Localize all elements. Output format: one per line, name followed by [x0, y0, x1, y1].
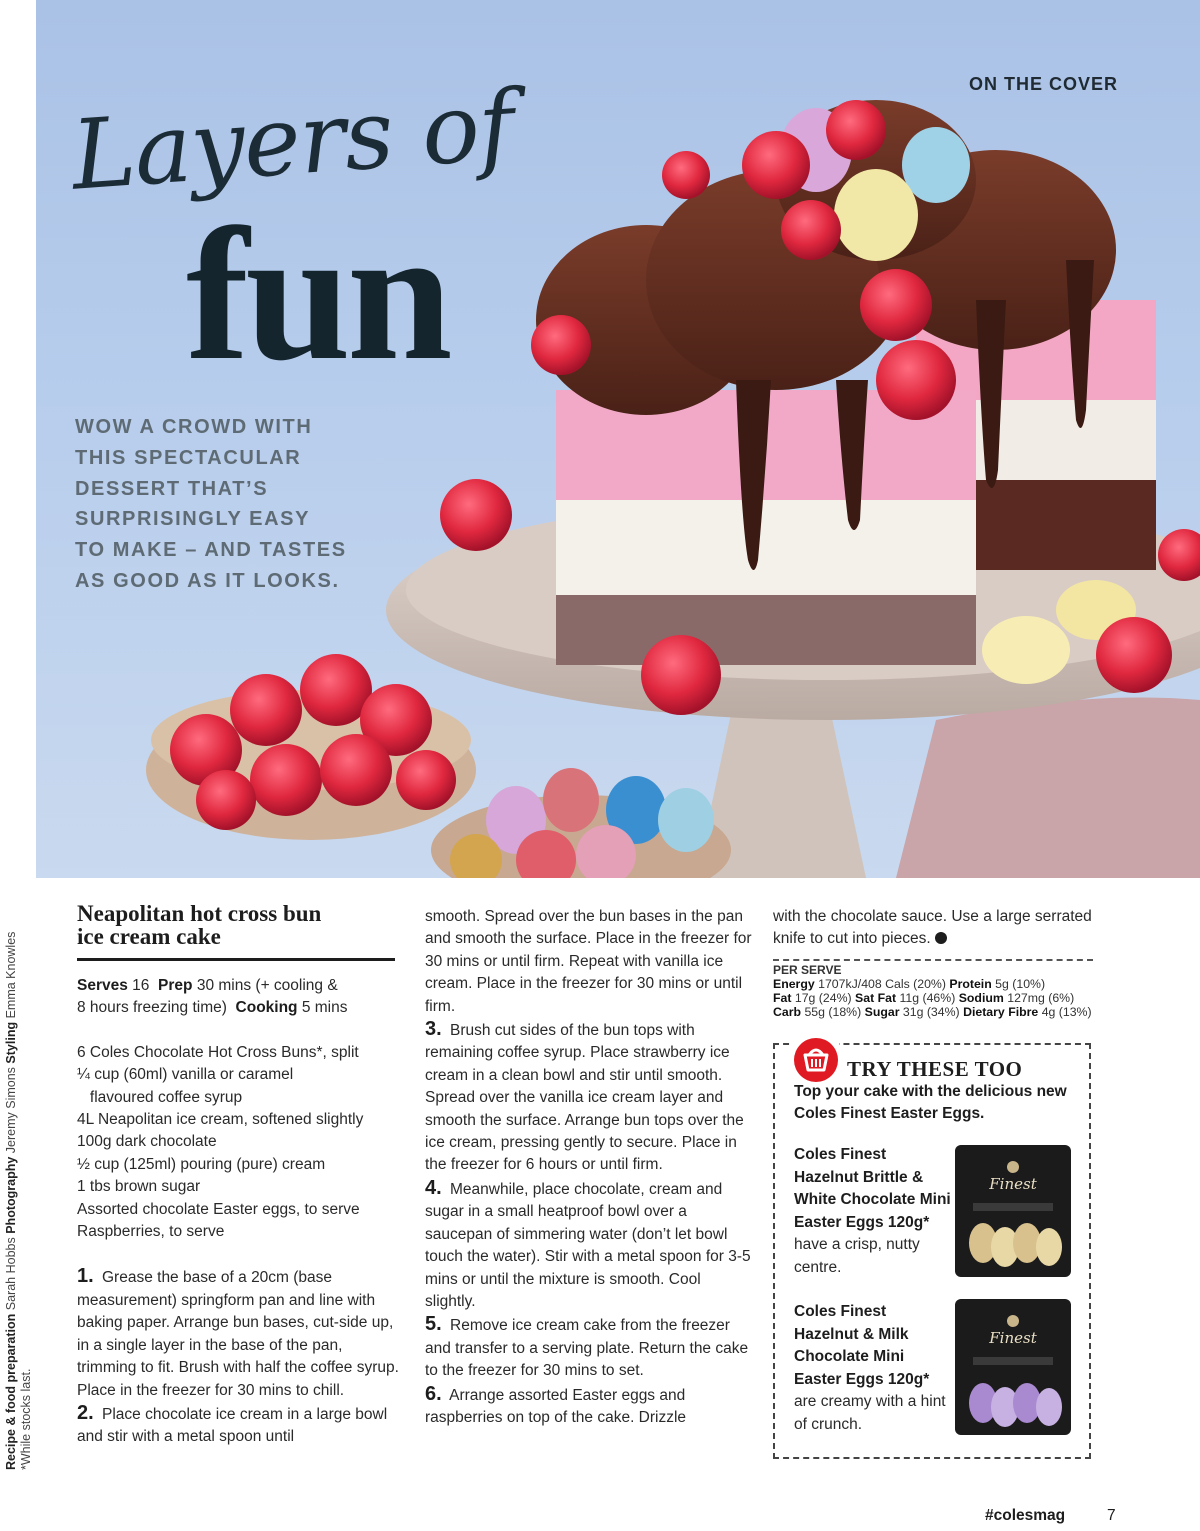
- raspberry-bowl: [146, 654, 476, 840]
- step-text: with the chocolate sauce. Use a large serrated knife to cut into pieces.: [773, 908, 1092, 948]
- step-number: 6.: [425, 1382, 442, 1405]
- nutrition-label: Sodium: [958, 990, 1004, 1005]
- prep-label: Prep: [158, 977, 193, 994]
- step-text: Grease the base of a 20cm (base measurement) springform pan and line with baking paper. Arrange bun bases, cut-side up, in a single layer in the base of the pan, trimming to fit. Brush with half the coffee syrup. Place in the freezer for 30 mins to chill.: [77, 1269, 399, 1399]
- recipe-column-2: [425, 906, 755, 1429]
- ingredient-item: Raspberries, to serve: [77, 1223, 225, 1241]
- cover-label: ON THE COVER: [968, 74, 1118, 94]
- nutrition-value: 5g (10%): [995, 976, 1046, 991]
- credit-photo-label: Photography: [4, 1156, 18, 1234]
- product-2-name: Coles Finest Hazelnut & Milk Chocolate Mini Easter Eggs 120g*: [794, 1303, 930, 1388]
- ingredient-list: [77, 1042, 399, 1244]
- coles-basket-icon: [793, 1037, 839, 1083]
- easter-egg: [902, 127, 970, 203]
- try-these-too-box: [773, 1043, 1091, 1459]
- nutrition-value: 127mg (6%): [1007, 990, 1075, 1005]
- credit-recipe-name: Sarah Hobbs: [4, 1237, 18, 1311]
- egg-bowl: [431, 768, 731, 878]
- recipe-column-3: [773, 906, 1093, 1019]
- ingredient-item: Assorted chocolate Easter eggs, to serve: [77, 1200, 360, 1218]
- step-text: smooth. Spread over the bun bases in the pan and smooth the surface. Place in the freezer for 30 mins or until firm. Repeat with vanilla ice cream. Place in the freezer for 30 mins or until firm.: [425, 908, 752, 1015]
- step-number: 5.: [425, 1313, 442, 1336]
- cloth: [896, 698, 1200, 879]
- footer-hashtag: #colesmag: [985, 1507, 1066, 1524]
- try-intro: Top your cake with the delicious new Coles Finest Easter Eggs.: [794, 1083, 1067, 1123]
- step-text: Meanwhile, place chocolate, cream and sugar in a small heatproof bowl over a saucepan of simmering water (don’t let bowl touch the water). Stir with a metal spoon for 3-5 mins or until the mixture is smooth. Cool slightly.: [425, 1180, 751, 1310]
- easter-egg: [834, 169, 918, 261]
- method-step: [425, 1313, 755, 1382]
- step-text: Remove ice cream cake from the freezer and transfer to a serving plate. Return the cake to the freezer for 30 mins to set.: [425, 1317, 749, 1380]
- recipe-title-line: ice cream cake: [77, 924, 221, 949]
- nutrition-label: Sugar: [864, 1004, 900, 1019]
- tagline: [75, 412, 375, 597]
- nutrition-label: Fat: [773, 990, 792, 1005]
- prep-value-cont: 8 hours freezing time): [77, 999, 227, 1017]
- step-number: 3.: [425, 1018, 442, 1041]
- cooking-label: Cooking: [235, 999, 298, 1017]
- nutrition-label: Sat Fat: [855, 990, 897, 1005]
- method-step-continued: [773, 906, 1093, 951]
- nutrition-value: 1707kJ/408 Cals (20%): [818, 976, 946, 991]
- step-number: 2.: [77, 1401, 94, 1424]
- ingredient-item: 4L Neapolitan ice cream, softened slightly: [77, 1111, 364, 1129]
- step-text: Place chocolate ice cream in a large bowl and stir with a metal spoon until: [77, 1405, 388, 1446]
- product-2-pack-image: [953, 1297, 1073, 1437]
- nutrition-value: 55g (18%): [804, 1004, 862, 1019]
- photo-credits: [4, 890, 34, 1470]
- method-step: [77, 1265, 399, 1401]
- tagline-line: WOW A CROWD WITH: [75, 416, 313, 438]
- nutrition-panel: [773, 959, 1093, 1019]
- nutrition-heading: PER SERVE: [773, 962, 842, 977]
- nutrition-label: Protein: [949, 976, 992, 991]
- title-main: fun: [186, 190, 449, 400]
- nutrition-value: 31g (34%): [902, 1004, 960, 1019]
- tagline-line: AS GOOD AS IT LOOKS.: [75, 569, 340, 592]
- product-1-name: Coles Finest Hazelnut Brittle & White Chocolate Mini Easter Eggs 120g*: [794, 1146, 951, 1231]
- ingredient-item: ½ cup (125ml) pouring (pure) cream: [77, 1155, 326, 1173]
- title-script: Layers of: [68, 69, 517, 212]
- credit-styling-name: Emma Knowles: [4, 931, 18, 1019]
- nutrition-label: Carb: [773, 1004, 802, 1019]
- product-2-text: [794, 1301, 954, 1437]
- hero-photo: [36, 0, 1200, 878]
- stock-note: *While stocks last.: [19, 1368, 33, 1470]
- product-1-desc: have a crisp, nutty centre.: [794, 1236, 920, 1276]
- method-step: [425, 1383, 755, 1430]
- step-number: 1.: [77, 1265, 94, 1288]
- ingredient-item: 1 tbs brown sugar: [77, 1178, 201, 1196]
- serves-value: 16: [132, 977, 150, 994]
- try-title: TRY THESE TOO: [847, 1057, 1023, 1081]
- step-text: Arrange assorted Easter eggs and raspberries on top of the cake. Drizzle: [425, 1386, 687, 1426]
- nutrition-label: Energy: [773, 976, 815, 991]
- end-mark-icon: [935, 932, 947, 944]
- ingredient-item: ¼ cup (60ml) vanilla or caramel: [77, 1066, 294, 1084]
- credit-styling-label: Styling: [4, 1021, 18, 1064]
- step-number: 4.: [425, 1176, 442, 1199]
- method-step: [425, 1018, 755, 1177]
- step-text: Brush cut sides of the bun tops with remaining coffee syrup. Place strawberry ice cream in a clean bowl and stir until smooth. Spread over the vanilla ice cream layer and smooth the surface. Arrange bun tops over the ice cream, pressing gently to secure. Place in the freezer for 6 hours or until firm.: [425, 1022, 744, 1174]
- page-number: 7: [1107, 1507, 1116, 1524]
- pack-brand: Finest: [989, 1175, 1037, 1193]
- recipe-column-1: [77, 902, 399, 1449]
- nutrition-value: 11g (46%): [899, 990, 956, 1005]
- recipe-meta: [77, 975, 399, 1020]
- nutrition-label: Dietary Fibre: [963, 1004, 1039, 1019]
- recipe-title-line: Neapolitan hot cross bun: [77, 901, 322, 926]
- serves-label: Serves: [77, 977, 128, 994]
- cooking-value: 5 mins: [301, 999, 348, 1017]
- product-1-text: [794, 1144, 954, 1280]
- credit-photo-name: Jeremy Simons: [4, 1067, 18, 1154]
- ingredient-item: 6 Coles Chocolate Hot Cross Buns*, split: [77, 1043, 359, 1061]
- tagline-line: DESSERT THAT’S: [75, 477, 269, 500]
- tagline-line: THIS SPECTACULAR: [75, 446, 302, 469]
- ingredient-item: flavoured coffee syrup: [77, 1088, 243, 1106]
- method-step-continued: [425, 906, 755, 1018]
- tagline-line: SURPRISINGLY EASY: [75, 508, 311, 531]
- method-step: [425, 1177, 755, 1313]
- nutrition-value: 17g (24%): [794, 990, 852, 1005]
- nutrition-value: 4g (13%): [1041, 1004, 1092, 1019]
- prep-value: 30 mins (+ cooling &: [196, 977, 338, 994]
- product-2-desc: are creamy with a hint of crunch.: [794, 1393, 946, 1433]
- ingredient-item: 100g dark chocolate: [77, 1133, 217, 1151]
- recipe-title: [77, 902, 395, 961]
- product-1-pack-image: [953, 1143, 1073, 1279]
- tagline-line: TO MAKE – AND TASTES: [75, 539, 347, 562]
- pack-brand: Finest: [989, 1329, 1037, 1347]
- easter-egg: [982, 616, 1070, 684]
- method-step: [77, 1402, 399, 1449]
- credit-recipe-label: Recipe & food preparation: [4, 1313, 18, 1470]
